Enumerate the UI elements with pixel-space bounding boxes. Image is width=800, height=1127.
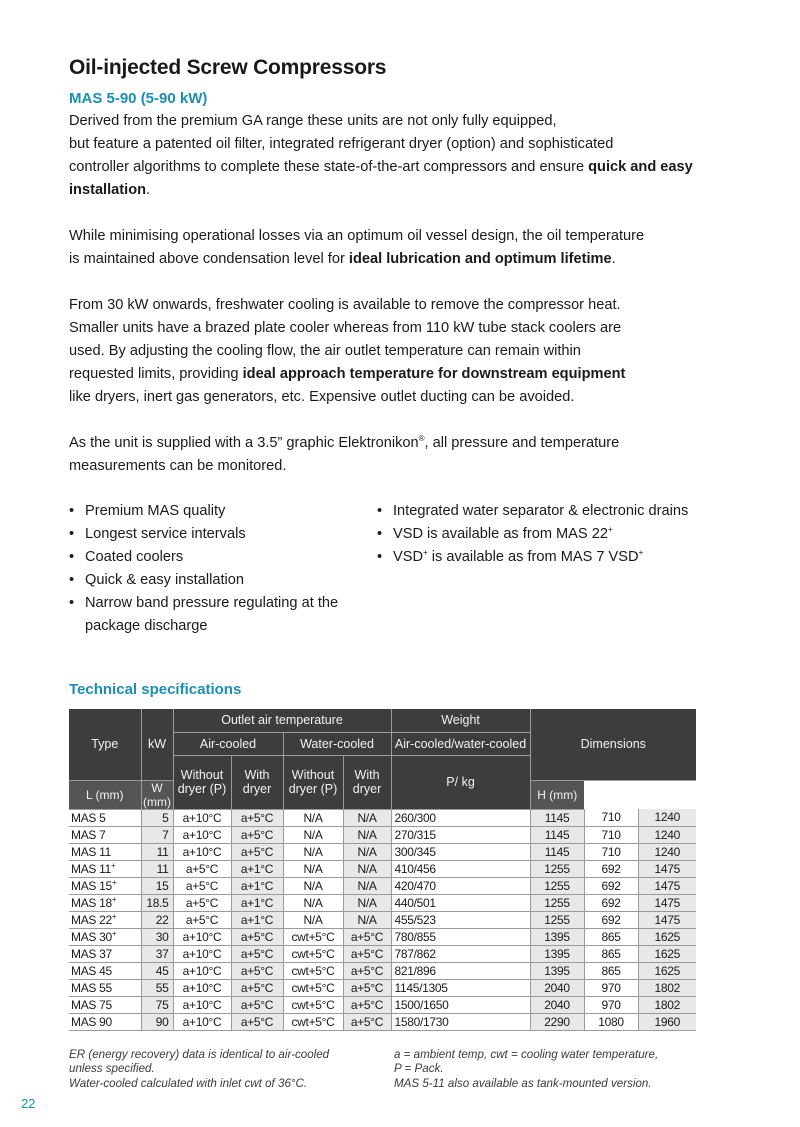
- cell-kw: 5: [141, 809, 173, 826]
- cell-length: 2290: [530, 1013, 584, 1030]
- cell-ac-without-dryer: a+5°C: [173, 877, 231, 894]
- table-row: [69, 979, 696, 996]
- table-row: [69, 1013, 696, 1030]
- cell-height: 1240: [638, 826, 696, 843]
- notes-right: a = ambient temp, cwt = cooling water temperature, P = Pack. MAS 5-11 also available as tank-mounted version.: [394, 1047, 659, 1090]
- cell-width: 692: [584, 877, 638, 894]
- cell-ac-without-dryer: a+5°C: [173, 860, 231, 877]
- cell-ac-with-dryer: a+1°C: [231, 860, 283, 877]
- cell-height: 1475: [638, 911, 696, 928]
- table-body: [69, 809, 696, 1030]
- cell-ac-without-dryer: a+10°C: [173, 1013, 231, 1030]
- cell-ac-without-dryer: a+10°C: [173, 945, 231, 962]
- page-title: Oil-injected Screw Compressors: [69, 56, 387, 79]
- cell-weight: 260/300: [391, 809, 530, 826]
- cell-ac-without-dryer: a+10°C: [173, 843, 231, 860]
- cell-height: 1802: [638, 979, 696, 996]
- cell-wc-without-dryer: N/A: [283, 877, 343, 894]
- cell-ac-without-dryer: a+10°C: [173, 962, 231, 979]
- cell-weight: 821/896: [391, 962, 530, 979]
- cell-ac-without-dryer: a+10°C: [173, 928, 231, 945]
- list-item: • Longest service intervals: [69, 523, 377, 546]
- cell-weight: 455/523: [391, 911, 530, 928]
- cell-weight: 420/470: [391, 877, 530, 894]
- cell-length: 1145: [530, 809, 584, 826]
- tech-specs-heading: Technical specifications: [69, 681, 242, 698]
- cell-wc-with-dryer: a+5°C: [343, 1013, 391, 1030]
- list-item: • VSD+ is available as from MAS 7 VSD+: [377, 546, 688, 569]
- cell-weight: 787/862: [391, 945, 530, 962]
- list-item: • Premium MAS quality: [69, 500, 377, 523]
- table-row: [69, 996, 696, 1013]
- cell-ac-with-dryer: a+5°C: [231, 826, 283, 843]
- cell-wc-without-dryer: cwt+5°C: [283, 1013, 343, 1030]
- cell-width: 1080: [584, 1013, 638, 1030]
- paragraph-elektronikon: As the unit is supplied with a 3.5” graphic Elektronikon®, all pressure and temperature measurements can be monitored.: [69, 434, 620, 474]
- cell-weight: 300/345: [391, 843, 530, 860]
- cell-wc-with-dryer: a+5°C: [343, 945, 391, 962]
- cell-weight: 1500/1650: [391, 996, 530, 1013]
- col-without-dryer-ac: Without dryer (P): [173, 755, 231, 809]
- cell-ac-with-dryer: a+5°C: [231, 809, 283, 826]
- cell-wc-without-dryer: N/A: [283, 911, 343, 928]
- cell-wc-without-dryer: N/A: [283, 860, 343, 877]
- cell-kw: 45: [141, 962, 173, 979]
- table-row: [69, 877, 696, 894]
- list-item: • Coated coolers: [69, 546, 377, 569]
- cell-weight: 780/855: [391, 928, 530, 945]
- cell-length: 1395: [530, 945, 584, 962]
- cell-wc-with-dryer: N/A: [343, 877, 391, 894]
- col-weight-sub: Air-cooled/water-cooled: [391, 732, 530, 755]
- product-range-subtitle: MAS 5-90 (5-90 kW): [69, 90, 208, 107]
- cell-kw: 22: [141, 911, 173, 928]
- col-with-dryer-ac: With dryer: [231, 755, 283, 809]
- cell-kw: 11: [141, 860, 173, 877]
- col-kw: kW: [141, 709, 173, 780]
- cell-wc-without-dryer: N/A: [283, 843, 343, 860]
- cell-kw: 18.5: [141, 894, 173, 911]
- cell-kw: 30: [141, 928, 173, 945]
- col-dimensions: Dimensions: [530, 709, 696, 780]
- cell-ac-without-dryer: a+10°C: [173, 996, 231, 1013]
- cell-type: MAS 11+: [69, 860, 141, 877]
- cell-ac-without-dryer: a+10°C: [173, 809, 231, 826]
- cell-kw: 55: [141, 979, 173, 996]
- paragraph-cooling: From 30 kW onwards, freshwater cooling is available to remove the compressor heat. Smaller units have a brazed plate cooler whereas from 110 kW tube stack coolers are used. By adjusting the cooling flow, the air outlet temperature can remain within requested limits, providing ideal approach temperature for downstream equipment like dryers, inert gas generators, etc. Expensive outlet ducting can be avoided.: [69, 297, 626, 405]
- cell-width: 865: [584, 962, 638, 979]
- col-outlet-temp: Outlet air temperature: [173, 709, 391, 732]
- tech-specs-table: [69, 709, 696, 1031]
- cell-height: 1475: [638, 894, 696, 911]
- table-row: [69, 809, 696, 826]
- col-weight: Weight: [391, 709, 530, 732]
- list-item: • VSD is available as from MAS 22+: [377, 523, 688, 546]
- cell-length: 1145: [530, 843, 584, 860]
- cell-kw: 7: [141, 826, 173, 843]
- col-width: W (mm): [141, 780, 173, 809]
- cell-height: 1240: [638, 809, 696, 826]
- table-row: [69, 843, 696, 860]
- cell-ac-without-dryer: a+5°C: [173, 911, 231, 928]
- table-row: [69, 928, 696, 945]
- cell-ac-without-dryer: a+10°C: [173, 826, 231, 843]
- cell-length: 1395: [530, 928, 584, 945]
- cell-type: MAS 37: [69, 945, 141, 962]
- cell-type: MAS 15+: [69, 877, 141, 894]
- cell-ac-with-dryer: a+1°C: [231, 894, 283, 911]
- cell-length: 1255: [530, 877, 584, 894]
- cell-ac-with-dryer: a+5°C: [231, 979, 283, 996]
- cell-type: MAS 55: [69, 979, 141, 996]
- list-item: • Narrow band pressure regulating at the package discharge: [69, 592, 377, 638]
- cell-length: 1395: [530, 962, 584, 979]
- table-row: [69, 860, 696, 877]
- cell-type: MAS 22+: [69, 911, 141, 928]
- cell-width: 970: [584, 996, 638, 1013]
- table-header: [69, 709, 696, 809]
- cell-length: 1255: [530, 911, 584, 928]
- cell-type: MAS 11: [69, 843, 141, 860]
- col-height: H (mm): [530, 780, 584, 809]
- cell-height: 1625: [638, 928, 696, 945]
- table-row: [69, 962, 696, 979]
- cell-wc-without-dryer: cwt+5°C: [283, 962, 343, 979]
- cell-kw: 11: [141, 843, 173, 860]
- col-pkg: P/ kg: [391, 755, 530, 809]
- cell-ac-with-dryer: a+5°C: [231, 962, 283, 979]
- bullet-list-right: [377, 500, 688, 638]
- cell-width: 710: [584, 809, 638, 826]
- cell-type: MAS 18+: [69, 894, 141, 911]
- cell-width: 692: [584, 860, 638, 877]
- cell-ac-with-dryer: a+1°C: [231, 877, 283, 894]
- cell-kw: 75: [141, 996, 173, 1013]
- cell-type: MAS 45: [69, 962, 141, 979]
- cell-length: 1255: [530, 894, 584, 911]
- page-number: 22: [21, 1096, 36, 1111]
- cell-ac-without-dryer: a+5°C: [173, 894, 231, 911]
- cell-width: 865: [584, 928, 638, 945]
- cell-wc-with-dryer: a+5°C: [343, 979, 391, 996]
- cell-wc-with-dryer: N/A: [343, 809, 391, 826]
- cell-wc-with-dryer: N/A: [343, 843, 391, 860]
- cell-wc-without-dryer: N/A: [283, 809, 343, 826]
- feature-bullets: [69, 500, 701, 638]
- cell-wc-without-dryer: N/A: [283, 826, 343, 843]
- cell-width: 710: [584, 826, 638, 843]
- cell-height: 1475: [638, 860, 696, 877]
- cell-height: 1802: [638, 996, 696, 1013]
- notes-left: ER (energy recovery) data is identical to air-cooled unless specified. Water-cooled calculated with inlet cwt of 36°C.: [69, 1047, 330, 1090]
- paragraph-intro: Derived from the premium GA range these units are not only fully equipped, but feature a patented oil filter, integrated refrigerant dryer (option) and sophisticated controller algorithms to complete these state-of-the-art compressors and ensure quick and easy installation.: [69, 113, 693, 198]
- cell-ac-with-dryer: a+5°C: [231, 843, 283, 860]
- cell-width: 970: [584, 979, 638, 996]
- cell-weight: 270/315: [391, 826, 530, 843]
- page-content: [69, 56, 701, 1091]
- cell-wc-with-dryer: N/A: [343, 826, 391, 843]
- cell-weight: 1580/1730: [391, 1013, 530, 1030]
- cell-height: 1960: [638, 1013, 696, 1030]
- cell-wc-with-dryer: a+5°C: [343, 962, 391, 979]
- cell-weight: 410/456: [391, 860, 530, 877]
- cell-kw: 15: [141, 877, 173, 894]
- table-row: [69, 894, 696, 911]
- cell-width: 865: [584, 945, 638, 962]
- cell-wc-without-dryer: cwt+5°C: [283, 979, 343, 996]
- cell-height: 1625: [638, 945, 696, 962]
- cell-wc-without-dryer: N/A: [283, 894, 343, 911]
- col-length: L (mm): [69, 780, 141, 809]
- cell-length: 2040: [530, 996, 584, 1013]
- cell-wc-with-dryer: a+5°C: [343, 996, 391, 1013]
- cell-kw: 90: [141, 1013, 173, 1030]
- cell-width: 692: [584, 894, 638, 911]
- cell-wc-with-dryer: N/A: [343, 860, 391, 877]
- cell-weight: 440/501: [391, 894, 530, 911]
- col-type: Type: [69, 709, 141, 780]
- cell-wc-without-dryer: cwt+5°C: [283, 945, 343, 962]
- cell-type: MAS 30+: [69, 928, 141, 945]
- table-row: [69, 911, 696, 928]
- cell-height: 1240: [638, 843, 696, 860]
- cell-ac-with-dryer: a+1°C: [231, 911, 283, 928]
- col-without-dryer-wc: Without dryer (P): [283, 755, 343, 809]
- cell-width: 692: [584, 911, 638, 928]
- cell-ac-with-dryer: a+5°C: [231, 945, 283, 962]
- cell-ac-with-dryer: a+5°C: [231, 928, 283, 945]
- cell-wc-with-dryer: N/A: [343, 894, 391, 911]
- cell-height: 1475: [638, 877, 696, 894]
- cell-length: 1145: [530, 826, 584, 843]
- cell-type: MAS 5: [69, 809, 141, 826]
- paragraph-oil-vessel: While minimising operational losses via an optimum oil vessel design, the oil temperature is maintained above condensation level for ideal lubrication and optimum lifetime.: [69, 228, 645, 267]
- cell-wc-without-dryer: cwt+5°C: [283, 928, 343, 945]
- list-item: • Integrated water separator & electronic drains: [377, 500, 688, 523]
- cell-wc-without-dryer: cwt+5°C: [283, 996, 343, 1013]
- cell-type: MAS 90: [69, 1013, 141, 1030]
- cell-width: 710: [584, 843, 638, 860]
- list-item: • Quick & easy installation: [69, 569, 377, 592]
- col-water-cooled: Water-cooled: [283, 732, 391, 755]
- cell-wc-with-dryer: N/A: [343, 911, 391, 928]
- table-row: [69, 826, 696, 843]
- col-air-cooled: Air-cooled: [173, 732, 283, 755]
- cell-length: 1255: [530, 860, 584, 877]
- cell-type: MAS 75: [69, 996, 141, 1013]
- col-with-dryer-wc: With dryer: [343, 755, 391, 809]
- cell-height: 1625: [638, 962, 696, 979]
- cell-length: 2040: [530, 979, 584, 996]
- cell-ac-with-dryer: a+5°C: [231, 996, 283, 1013]
- table-row: [69, 945, 696, 962]
- cell-wc-with-dryer: a+5°C: [343, 928, 391, 945]
- bullet-list-left: [69, 500, 377, 638]
- cell-type: MAS 7: [69, 826, 141, 843]
- cell-ac-with-dryer: a+5°C: [231, 1013, 283, 1030]
- cell-weight: 1145/1305: [391, 979, 530, 996]
- cell-ac-without-dryer: a+10°C: [173, 979, 231, 996]
- cell-kw: 37: [141, 945, 173, 962]
- table-notes: [69, 1048, 701, 1092]
